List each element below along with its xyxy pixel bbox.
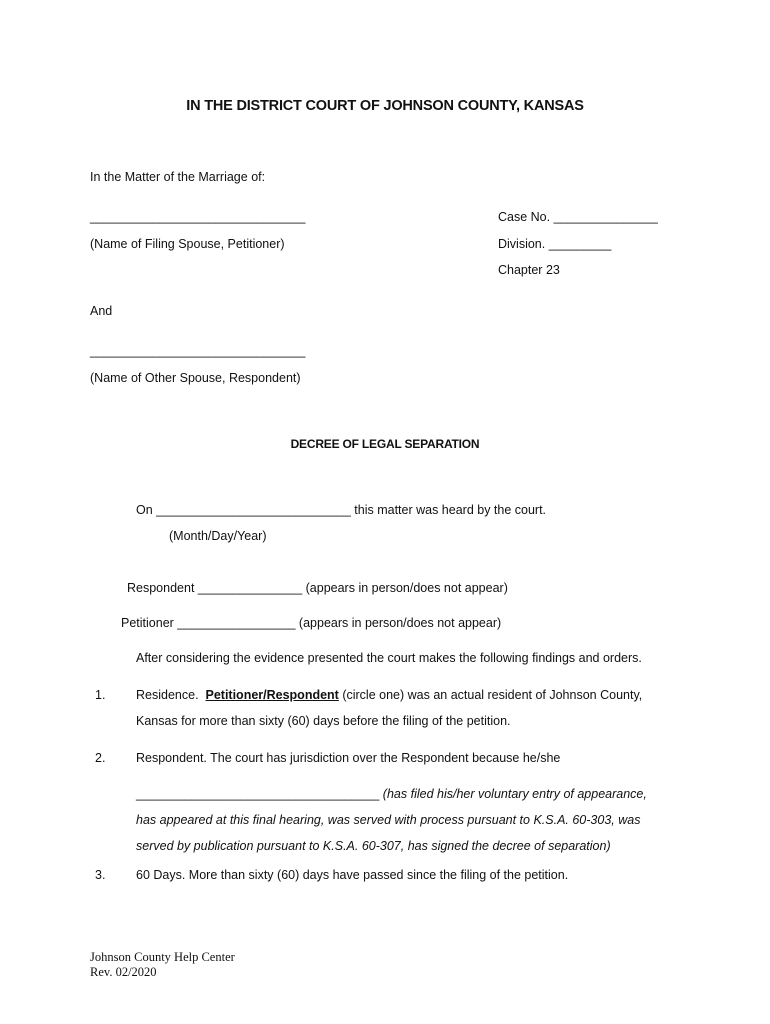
finding-lead: Residence. bbox=[136, 688, 199, 702]
petitioner-name-blank[interactable]: _______________________________ bbox=[90, 210, 306, 224]
chapter-label: Chapter 23 bbox=[498, 263, 560, 277]
respondent-appearance-line[interactable]: Respondent _______________ (appears in person/does not appear) bbox=[127, 581, 508, 595]
finding-number: 3. bbox=[95, 868, 106, 882]
jurisdiction-options: (has filed his/her voluntary entry of appearance, bbox=[379, 787, 647, 801]
jurisdiction-options-line-3: has appeared at this final hearing, was served with process pursuant to K.S.A. 60-303, was bbox=[136, 813, 641, 827]
and-label: And bbox=[90, 304, 113, 318]
case-number-field[interactable]: Case No. _______________ bbox=[498, 210, 658, 224]
hearing-date-line[interactable]: On ____________________________ this matter was heard by the court. bbox=[136, 503, 547, 517]
court-title: IN THE DISTRICT COURT OF JOHNSON COUNTY, KANSAS bbox=[186, 98, 584, 114]
document-title: DECREE OF LEGAL SEPARATION bbox=[290, 437, 480, 451]
jurisdiction-blank[interactable]: ___________________________________ bbox=[136, 787, 380, 801]
finding-number: 1. bbox=[95, 688, 106, 702]
findings-intro: After considering the evidence presented the court makes the following findings and orders. bbox=[136, 651, 642, 665]
division-field[interactable]: Division. _________ bbox=[498, 237, 612, 251]
respondent-label: (Name of Other Spouse, Respondent) bbox=[90, 371, 301, 385]
finding-jurisdiction-line: Respondent. The court has jurisdiction over the Respondent because he/she bbox=[136, 751, 561, 765]
finding-number: 2. bbox=[95, 751, 106, 765]
finding-text: (circle one) was an actual resident of Johnson County, bbox=[338, 688, 643, 702]
footer-organization: Johnson County Help Center bbox=[90, 950, 235, 964]
finding-residence-line bbox=[136, 688, 642, 702]
petitioner-respondent-choice[interactable]: Petitioner/Respondent bbox=[205, 688, 339, 702]
matter-label: In the Matter of the Marriage of: bbox=[90, 170, 266, 184]
petitioner-appearance-line[interactable]: Petitioner _________________ (appears in person/does not appear) bbox=[121, 616, 502, 630]
footer-revision: Rev. 02/2020 bbox=[90, 965, 157, 979]
finding-sixty-days: 60 Days. More than sixty (60) days have passed since the filing of the petition. bbox=[136, 868, 569, 882]
petitioner-label: (Name of Filing Spouse, Petitioner) bbox=[90, 237, 285, 251]
finding-jurisdiction-basis bbox=[136, 787, 647, 801]
respondent-name-blank[interactable]: _______________________________ bbox=[90, 344, 306, 358]
jurisdiction-options-line-4: served by publication pursuant to K.S.A. 60-307, has signed the decree of separation) bbox=[136, 839, 611, 853]
finding-residence-line-2: Kansas for more than sixty (60) days before the filing of the petition. bbox=[136, 714, 511, 728]
date-format-hint: (Month/Day/Year) bbox=[169, 529, 267, 543]
